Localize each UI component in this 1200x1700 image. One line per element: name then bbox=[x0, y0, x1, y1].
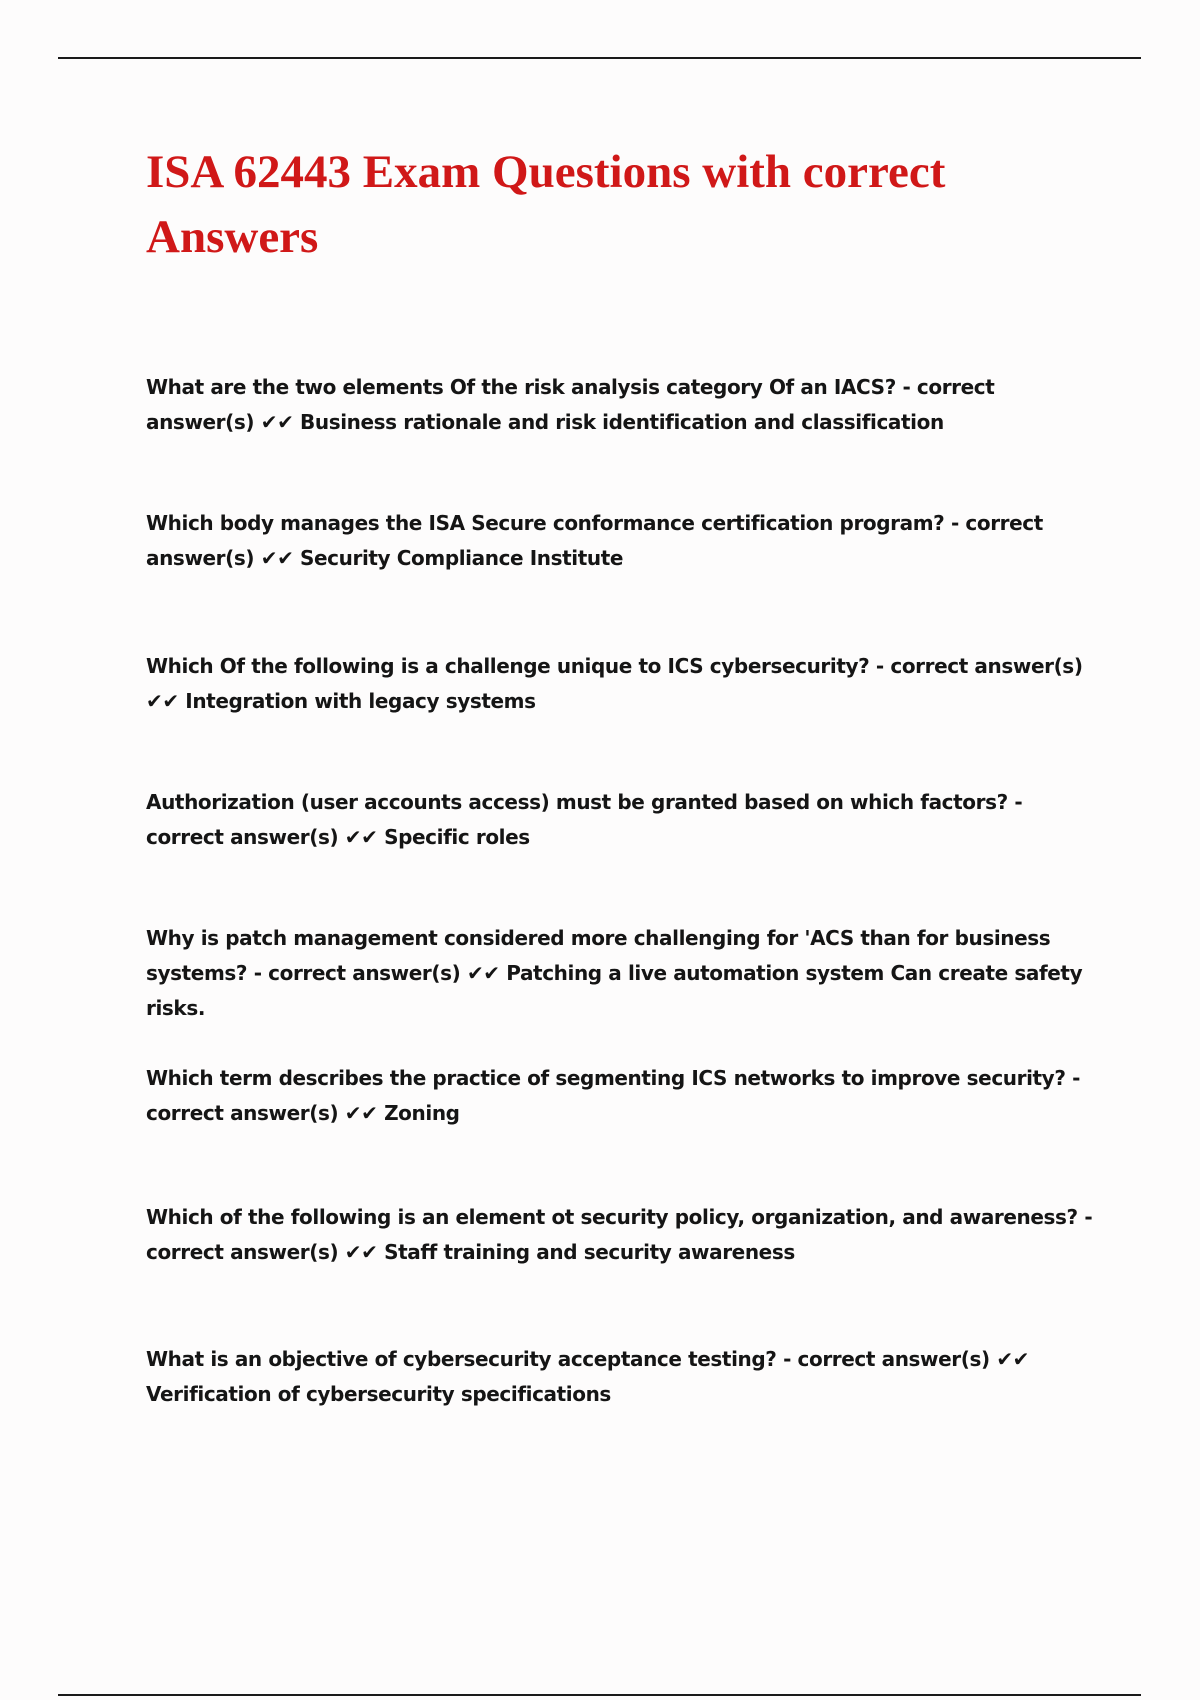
qa-item bbox=[146, 1342, 1096, 1412]
separator: - bbox=[1077, 1205, 1093, 1229]
double-check-icon: ✔✔ bbox=[260, 546, 294, 570]
separator: - bbox=[776, 1347, 798, 1371]
qa-item bbox=[146, 921, 1096, 1026]
qa-item bbox=[146, 1061, 1096, 1131]
double-check-icon: ✔✔ bbox=[146, 689, 179, 713]
page-title: ISA 62443 Exam Questions with correct Answers bbox=[146, 146, 946, 263]
double-check-icon: ✔✔ bbox=[260, 410, 294, 434]
question-text: Which body manages the ISA Secure conformance certification program? bbox=[146, 511, 945, 535]
answer-label: correct answer(s) bbox=[146, 511, 1043, 570]
answer-text: Patching a live automation system Can create safety risks. bbox=[146, 961, 1083, 1020]
double-check-icon: ✔✔ bbox=[466, 961, 500, 985]
qa-item bbox=[146, 370, 1096, 440]
qa-item bbox=[146, 649, 1096, 719]
question-text: Which of the following is an element ot security policy, organization, and awareness? bbox=[146, 1205, 1078, 1229]
answer-label: correct answer(s) bbox=[146, 375, 995, 434]
answer-text: Security Compliance Institute bbox=[300, 546, 624, 570]
footer-rule bbox=[58, 1694, 1141, 1696]
separator: - bbox=[895, 375, 917, 399]
double-check-icon: ✔✔ bbox=[344, 1240, 378, 1264]
question-text: Which Of the following is a challenge unique to ICS cybersecurity? bbox=[146, 654, 870, 678]
question-text: Authorization (user accounts access) must be granted based on which factors? bbox=[146, 790, 1008, 814]
header-rule bbox=[58, 57, 1141, 59]
answer-label: correct answer(s) bbox=[890, 654, 1083, 678]
question-text: Which term describes the practice of segmenting ICS networks to improve security? bbox=[146, 1066, 1066, 1090]
answer-text: Integration with legacy systems bbox=[185, 689, 536, 713]
answer-text: Zoning bbox=[384, 1101, 460, 1125]
question-text: Why is patch management considered more challenging for 'ACS than for business systems? bbox=[146, 926, 1051, 985]
answer-label: correct answer(s) bbox=[268, 961, 461, 985]
answer-text: Verification of cybersecurity specifications bbox=[146, 1382, 611, 1406]
double-check-icon: ✔✔ bbox=[344, 825, 378, 849]
double-check-icon: ✔✔ bbox=[996, 1347, 1030, 1371]
question-text: What are the two elements Of the risk analysis category Of an IACS? bbox=[146, 375, 896, 399]
answer-text: Staff training and security awareness bbox=[384, 1240, 795, 1264]
separator: - bbox=[944, 511, 966, 535]
answer-label: correct answer(s) bbox=[146, 825, 339, 849]
separator: - bbox=[869, 654, 891, 678]
double-check-icon: ✔✔ bbox=[344, 1101, 378, 1125]
answer-text: Business rationale and risk identification and classification bbox=[300, 410, 944, 434]
qa-item bbox=[146, 785, 1096, 855]
answer-label: correct answer(s) bbox=[146, 1240, 339, 1264]
separator: - bbox=[1065, 1066, 1080, 1090]
answer-text: Specific roles bbox=[384, 825, 530, 849]
answer-label: correct answer(s) bbox=[797, 1347, 990, 1371]
answer-label: correct answer(s) bbox=[146, 1101, 339, 1125]
question-text: What is an objective of cybersecurity acceptance testing? bbox=[146, 1347, 777, 1371]
separator: - bbox=[247, 961, 269, 985]
separator: - bbox=[1007, 790, 1023, 814]
qa-item bbox=[146, 1200, 1096, 1270]
qa-item bbox=[146, 506, 1096, 576]
